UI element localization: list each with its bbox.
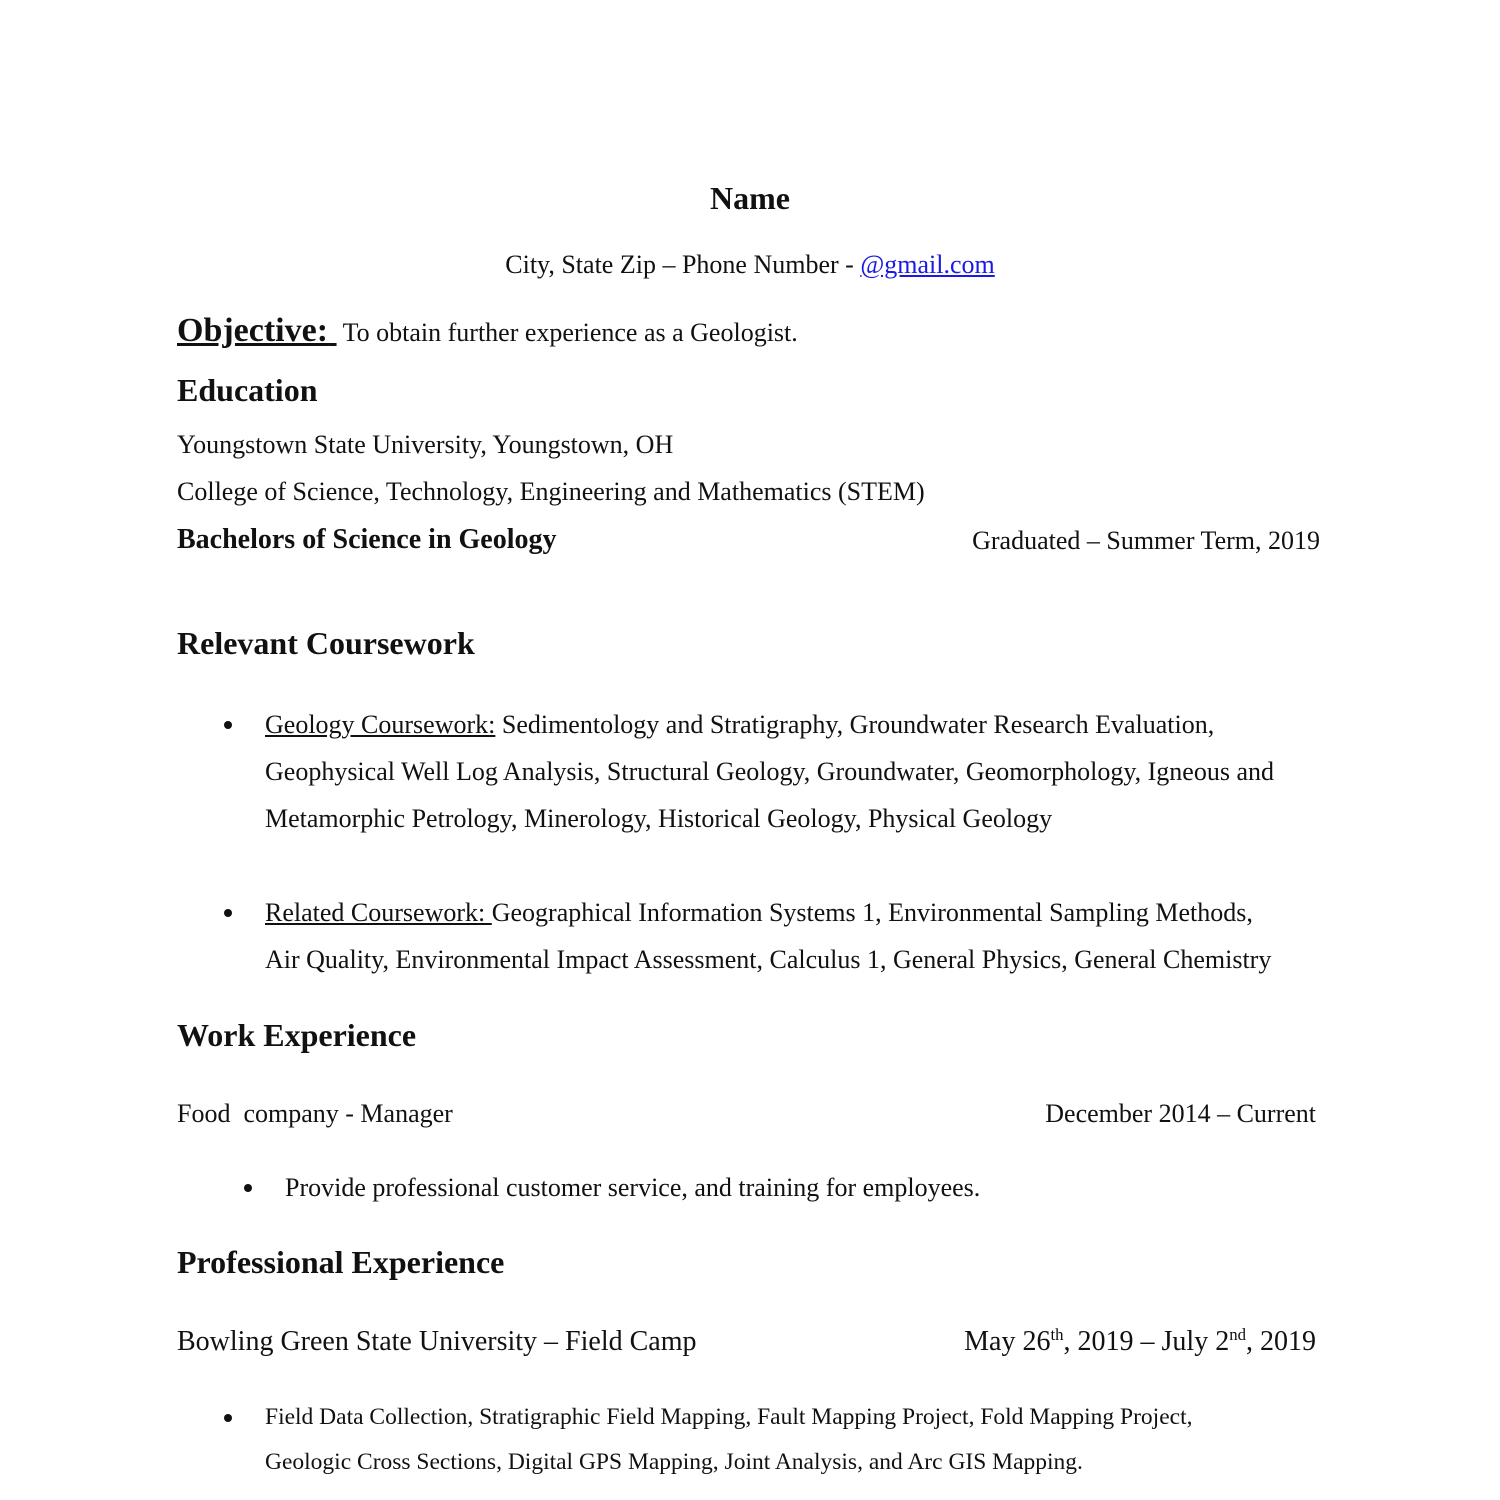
contact-line — [0, 252, 1500, 278]
email-link[interactable]: @gmail.com — [860, 250, 995, 279]
related-coursework-label: Related Coursework: — [265, 898, 492, 927]
work-bullet: Provide professional customer service, and training for employees. — [285, 1173, 981, 1202]
geology-coursework-line: Metamorphic Petrology, Minerology, Historical Geology, Physical Geology — [265, 804, 1053, 833]
related-coursework-line: Air Quality, Environmental Impact Assessment, Calculus 1, General Physics, General Chemistry — [265, 945, 1272, 974]
geology-coursework-label: Geology Coursework: — [265, 710, 496, 739]
resume-name: Name — [710, 180, 790, 216]
work-heading: Work Experience — [177, 1017, 417, 1053]
bullet-icon — [224, 909, 232, 917]
graduation-date: Graduated – Summer Term, 2019 — [972, 526, 1320, 555]
professional-heading: Professional Experience — [177, 1244, 505, 1280]
degree: Bachelors of Science in Geology — [177, 524, 557, 555]
objective-label: Objective: — [177, 312, 329, 349]
bullet-icon — [224, 1414, 232, 1422]
professional-bullet-line: Geologic Cross Sections, Digital GPS Mapping, Joint Analysis, and Arc GIS Mapping. — [265, 1449, 1083, 1475]
date-start: May 26 — [964, 1326, 1051, 1357]
related-coursework-line — [265, 900, 1253, 926]
college: College of Science, Technology, Engineering and Mathematics (STEM) — [177, 477, 925, 506]
bullet-icon — [244, 1184, 252, 1192]
work-dates: December 2014 – Current — [1045, 1099, 1316, 1128]
school: Youngstown State University, Youngstown, OH — [177, 430, 674, 459]
date-range: , 2019 – July 2 — [1063, 1326, 1230, 1357]
date-suffix: nd — [1229, 1324, 1246, 1344]
education-heading: Education — [177, 372, 318, 408]
professional-dates — [964, 1324, 1316, 1357]
objective — [177, 314, 798, 348]
professional-job: Bowling Green State University – Field Camp — [177, 1326, 697, 1357]
geology-coursework-line: Geophysical Well Log Analysis, Structural Geology, Groundwater, Geomorphology, Igneous and — [265, 757, 1274, 786]
work-job: Food company - Manager — [177, 1099, 453, 1128]
geology-coursework-line — [265, 712, 1214, 738]
geology-coursework-text: Sedimentology and Stratigraphy, Groundwater Research Evaluation, — [495, 710, 1215, 739]
objective-text: To obtain further experience as a Geologist. — [342, 318, 798, 347]
date-end-year: , 2019 — [1246, 1326, 1316, 1357]
date-suffix: th — [1050, 1324, 1064, 1344]
bullet-icon — [224, 721, 232, 729]
coursework-heading: Relevant Coursework — [177, 625, 475, 661]
contact-text: City, State Zip – Phone Number - — [505, 250, 861, 279]
related-coursework-text: Geographical Information Systems 1, Environmental Sampling Methods, — [491, 898, 1253, 927]
professional-bullet-line: Field Data Collection, Stratigraphic Field Mapping, Fault Mapping Project, Fold Mapping Project, — [265, 1404, 1193, 1430]
